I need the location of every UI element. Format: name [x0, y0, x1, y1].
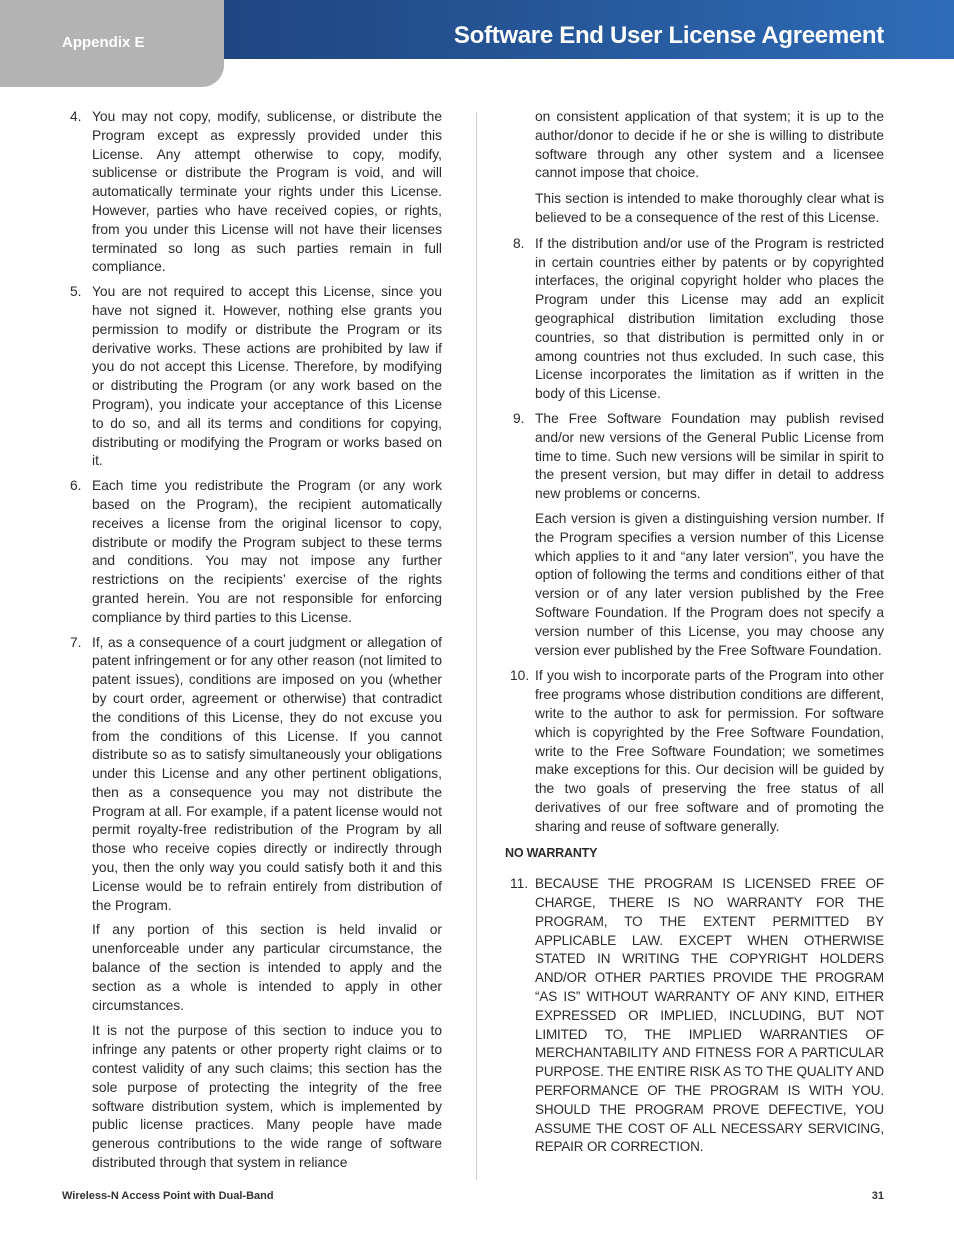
- right-column: [505, 108, 884, 1163]
- list-number: 8.: [513, 235, 525, 251]
- list-text: BECAUSE THE PROGRAM IS LICENSED FREE OF CHARGE, THERE IS NO WARRANTY FOR THE PROGRAM, TO THE EXTENT PERMITTED BY APPLICABLE LAW. EXCEPT WHEN OTHERWISE STATED IN WRITING THE COPYRIGHT HOLDERS AND/OR OTHER PARTIES PROVIDE THE PROGRAM “AS IS” WITHOUT WARRANTY OF ANY KIND, EITHER EXPRESSED OR IMPLIED, INCLUDING, BUT NOT LIMITED TO, THE IMPLIED WARRANTIES OF MERCHANTABILITY AND FITNESS FOR A PARTICULAR PURPOSE. THE ENTIRE RISK AS TO THE QUALITY AND PERFORMANCE OF THE PROGRAM IS WITH YOU. SHOULD THE PROGRAM PROVE DEFECTIVE, YOU ASSUME THE COST OF ALL NECESSARY SERVICING, REPAIR OR CORRECTION.: [535, 876, 884, 1155]
- list-item-4: [62, 108, 442, 277]
- section-tab: [0, 0, 224, 87]
- list-item-5: [62, 283, 442, 471]
- list-number: 4.: [70, 109, 82, 124]
- footer-product-name: Wireless-N Access Point with Dual-Band: [62, 1190, 274, 1202]
- list-item-9: [505, 410, 884, 504]
- list-text: Each time you redistribute the Program (or any work based on the Program), the recipient automatically receives a license from the original licensor to copy, distribute or modify the Program subject to these terms and conditions. You may not impose any further restrictions on the recipients’ exercise of the rights granted herein. You are not responsible for enforcing compliance by third parties to this License.: [92, 478, 442, 625]
- left-column: [62, 108, 442, 1180]
- list-item-10: [505, 667, 884, 836]
- page-title: Software End User License Agreement: [453, 22, 884, 49]
- list-text: The Free Software Foundation may publish revised and/or new versions of the General Public License from time to time. Such new versions will be similar in spirit to the present version, but may differ in detail to address new problems or concerns.: [535, 410, 884, 502]
- list-text: You are not required to accept this License, since you have not signed it. However, nothing else grants you permission to modify or distribute the Program or its derivative works. These actions are prohibited by law if you do not accept this License. Therefore, by modifying or distributing the Program (or any work based on the Program), you indicate your acceptance of this License to do so, and all its terms and conditions for copying, distributing or modifying the Program or works based on it.: [92, 284, 442, 469]
- item-7-paragraph-2: If any portion of this section is held invalid or unenforceable under any particular circumstance, the balance of the section is intended to apply and the section as a whole is intended to apply in other circumstances.: [92, 922, 442, 1013]
- list-number: 5.: [70, 284, 82, 300]
- list-item-11: [505, 875, 884, 1157]
- list-number: 9.: [513, 410, 525, 426]
- list-item-6: [62, 477, 442, 627]
- list-number: 11.: [510, 876, 529, 892]
- page-number: 31: [871, 1190, 884, 1202]
- list-text: If the distribution and/or use of the Program is restricted in certain countries either by patents or by copyrighted interfaces, the original copyright holder who places the Program under this License may add an explicit geographical distribution limitation excluding those countries, so that distribution is permitted only in or among countries not thus excluded. In such case, this License incorporates the limitation as if written in the body of this License.: [535, 235, 884, 402]
- list-item-8: [505, 235, 884, 404]
- column-divider: [476, 112, 477, 1180]
- list-number: 6.: [70, 478, 82, 494]
- list-text: If you wish to incorporate parts of the Program into other free programs whose distribution conditions are different, write to the author to ask for permission. For software which is copyrighted by the Free Software Foundation, write to the Free Software Foundation; we sometimes make exceptions for this. Our decision will be guided by the two goals of preserving the free status of all derivatives of our free software and of promoting the sharing and reuse of software generally.: [535, 668, 884, 834]
- no-warranty-heading: NO WARRANTY: [505, 846, 598, 861]
- section-tab-label: Appendix E: [62, 34, 145, 51]
- item-7-paragraph-3: It is not the purpose of this section to induce you to infringe any patents or other property right claims or to contest validity of any such claims; this section has the sole purpose of protecting the integrity of the free software distribution system, which is implemented by public license practices. Many people have made generous contributions to the wide range of software distributed through that system in reliance: [92, 1023, 442, 1171]
- list-number: 10.: [510, 668, 530, 684]
- item-7-paragraph-4: This section is intended to make thoroughly clear what is believed to be a consequence of the rest of this License.: [535, 191, 884, 225]
- list-text: If, as a consequence of a court judgment or allegation of patent infringement or for any other reason (not limited to patent issues), conditions are imposed on you (whether by court order, agreement or otherwise) that contradict the conditions of this License, they do not excuse you from the conditions of this License. If you cannot distribute so as to satisfy simultaneously your obligations under this License and any other pertinent obligations, then as a consequence you may not distribute the Program at all. For example, if a patent license would not permit royalty-free redistribution of the Program by all those who receive copies directly or indirectly through you, then the only way you could satisfy both it and this License would be to refrain entirely from distribution of the Program.: [92, 634, 442, 913]
- list-number: 7.: [70, 634, 82, 650]
- list-item-7: [62, 634, 442, 916]
- item-9-paragraph-2: Each version is given a distinguishing version number. If the Program specifies a version number of this License which applies to it and “any later version”, you have the option of following the terms and conditions either of that version or of any later version published by the Free Software Foundation. If the Program does not specify a version number of this License, you may choose any version ever published by the Free Software Foundation.: [535, 510, 884, 658]
- item-7-continued: on consistent application of that system; it is up to the author/donor to decide if he or she is willing to distribute software through any other system and a licensee cannot impose that choice.: [535, 109, 884, 181]
- list-text: You may not copy, modify, sublicense, or distribute the Program except as expressly provided under this License. Any attempt otherwise to copy, modify, sublicense or distribute the Program is void, and will automatically terminate your rights under this License. However, parties who have received copies, or rights, from you under this License will not have their licenses terminated so long as such parties remain in full compliance.: [92, 109, 442, 275]
